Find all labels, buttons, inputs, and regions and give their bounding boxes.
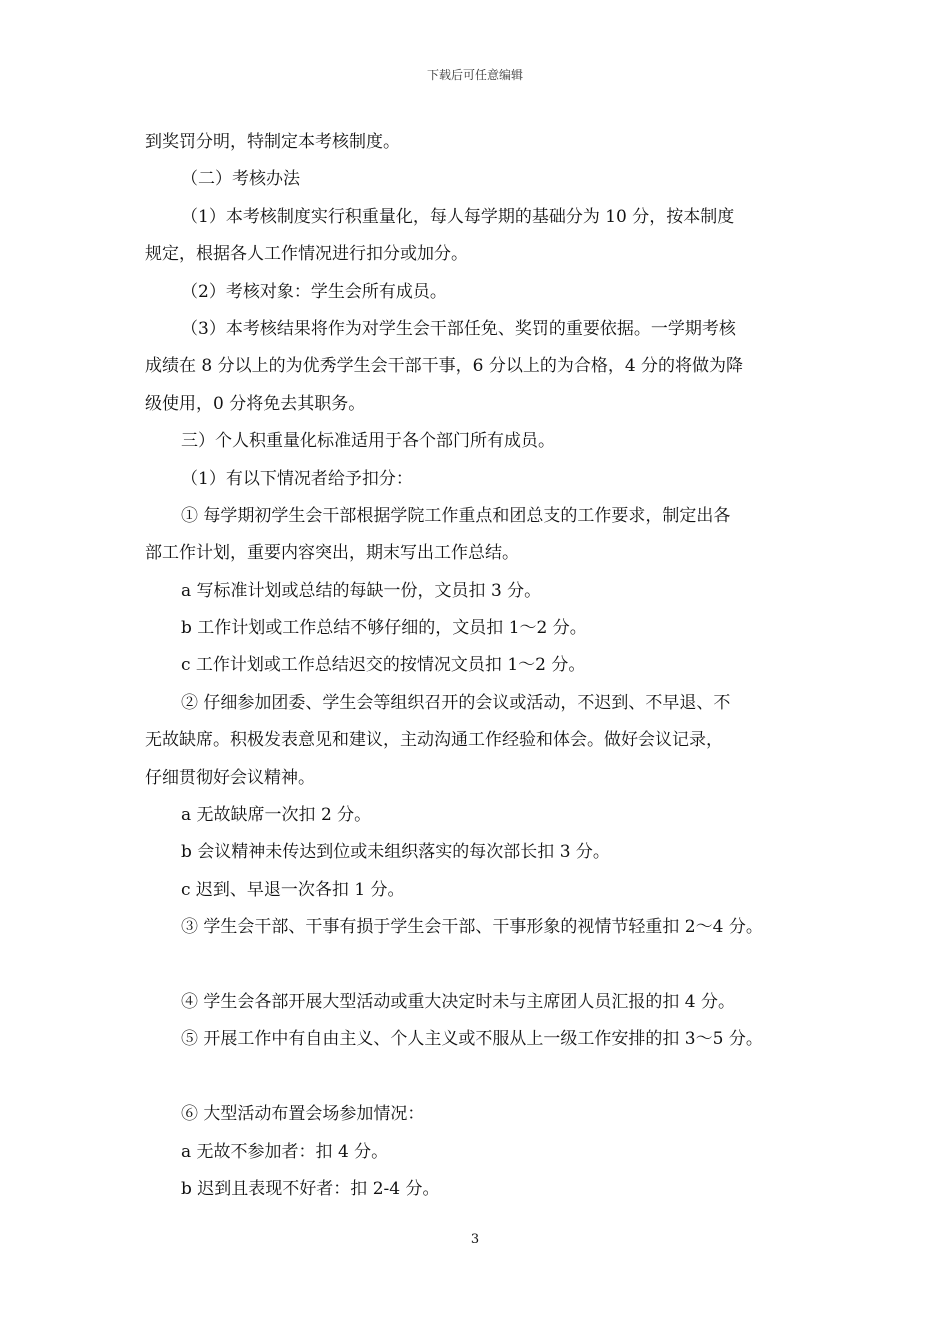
page-header: 下载后可任意编辑 <box>426 68 523 82</box>
list-item: ① 每学期初学生会干部根据学院工作重点和团总支的工作要求，制定出各 <box>181 505 731 526</box>
paragraph-line: （1）本考核制度实行积重量化，每人每学期的基础分为 10 分，按本制度 <box>181 206 735 227</box>
document-body <box>145 124 825 1208</box>
section-heading: （二）考核办法 <box>181 169 300 190</box>
paragraph-line: 到奖罚分明，特制定本考核制度。 <box>145 132 400 152</box>
list-item: b 会议精神未传达到位或未组织落实的每次部长扣 3 分。 <box>181 842 610 863</box>
paragraph-line: 仔细贯彻好会议精神。 <box>145 767 315 788</box>
list-item: ⑥ 大型活动布置会场参加情况： <box>181 1104 425 1125</box>
blank-line <box>145 1059 825 1096</box>
paragraph-line: 成绩在 8 分以上的为优秀学生会干部干事，6 分以上的为合格，4 分的将做为降 <box>145 356 744 377</box>
list-item: ⑤ 开展工作中有自由主义、个人主义或不服从上一级工作安排的扣 3～5 分。 <box>181 1029 763 1050</box>
list-item: a 无故不参加者：扣 4 分。 <box>181 1141 389 1162</box>
list-item: a 无故缺席一次扣 2 分。 <box>181 805 372 826</box>
paragraph-line: （1）有以下情况者给予扣分： <box>181 468 413 489</box>
blank-line <box>145 947 825 984</box>
list-item: ③ 学生会干部、干事有损于学生会干部、干事形象的视情节轻重扣 2～4 分。 <box>181 917 763 938</box>
list-item: b 工作计划或工作总结不够仔细的，文员扣 1～2 分。 <box>181 618 587 639</box>
paragraph-line: 级使用，0 分将免去其职务。 <box>145 393 366 414</box>
section-heading: 三）个人积重量化标准适用于各个部门所有成员。 <box>181 431 555 452</box>
list-item: ② 仔细参加团委、学生会等组织召开的会议或活动，不迟到、不早退、不 <box>181 692 731 713</box>
paragraph-line: （3）本考核结果将作为对学生会干部任免、奖罚的重要依据。一学期考核 <box>181 318 736 339</box>
list-item: a 写标准计划或总结的每缺一份，文员扣 3 分。 <box>181 580 542 601</box>
list-item: c 工作计划或工作总结迟交的按情况文员扣 1～2 分。 <box>181 655 586 676</box>
paragraph-line: （2）考核对象：学生会所有成员。 <box>181 281 447 302</box>
paragraph-line: 规定，根据各人工作情况进行扣分或加分。 <box>145 244 468 265</box>
paragraph-line: 无故缺席。积极发表意见和建议，主动沟通工作经验和体会。做好会议记录， <box>145 730 723 751</box>
page-number: 3 <box>470 1232 480 1247</box>
list-item: ④ 学生会各部开展大型活动或重大决定时未与主席团人员汇报的扣 4 分。 <box>181 991 736 1012</box>
list-item: b 迟到且表现不好者：扣 2-4 分。 <box>181 1178 440 1199</box>
paragraph-line: 部工作计划，重要内容突出，期末写出工作总结。 <box>145 543 519 564</box>
list-item: c 迟到、早退一次各扣 1 分。 <box>181 879 405 900</box>
